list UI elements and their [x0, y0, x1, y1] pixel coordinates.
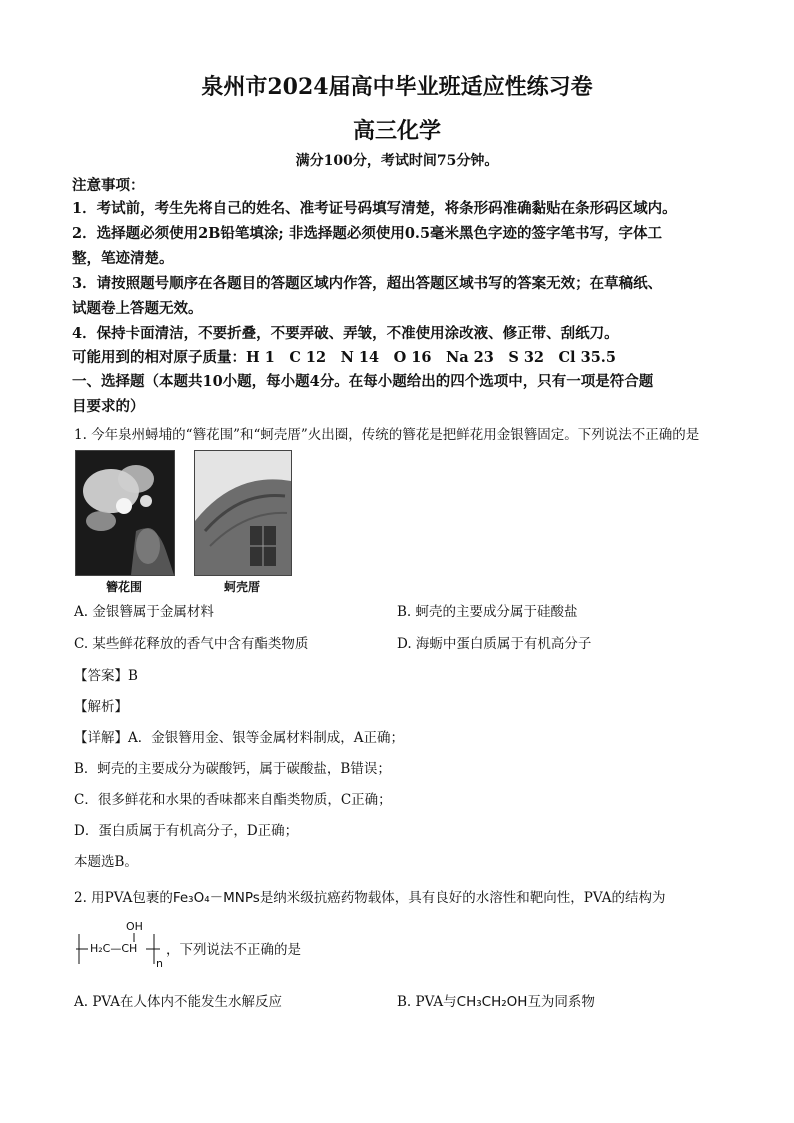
q1-option-d: D. 海蛎中蛋白质属于有机高分子 [397, 636, 592, 652]
q1-answer: 【答案】B [74, 668, 138, 684]
q2-option-b-formula: CH₃CH₂OH [456, 994, 528, 1010]
photo-zanhuawei [75, 450, 175, 576]
note-line-1: 1．考试前，考生先将自己的姓名、准考证号码填写清楚，将条形码准确黏贴在条形码区域内。 [72, 200, 677, 217]
note-line-2: 2．选择题必须使用2B铅笔填涂; 非选择题必须使用0.5毫米黑色字迹的签字笔书写，字体工 [72, 225, 663, 242]
q1-detail-d: D．蛋白质属于有机高分子，D正确； [74, 823, 299, 839]
q1-option-c: C. 某些鲜花释放的香气中含有酯类物质 [74, 636, 309, 652]
q1-detail-c: C．很多鲜花和水果的香味都来自酯类物质，C正确； [74, 792, 392, 808]
q2-stem [74, 886, 665, 906]
q2-option-b-prefix: B. PVA与 [397, 994, 457, 1010]
q2-stem-continued: ，下列说法不正确的是 [166, 942, 301, 958]
photo-keqiaocuo [194, 450, 292, 576]
q1-stem: 1. 今年泉州蟳埔的“簪花围”和“蚵壳厝”火出圈，传统的簪花是把鲜花用金银簪固定。下列说法不正确的是 [74, 427, 700, 443]
q2-option-a: A. PVA在人体内不能发生水解反应 [74, 994, 282, 1010]
q1-conclusion: 本题选B。 [74, 854, 138, 870]
section-heading-line2: 目要求的） [72, 398, 145, 415]
q2-option-b [397, 990, 595, 1010]
section-heading-line1: 一、选择题（本题共10小题，每小题4分。在每小题给出的四个选项中，只有一项是符合题 [72, 373, 654, 390]
q1-analysis: 【解析】 [74, 699, 128, 715]
exam-title: 泉州市2024届高中毕业班适应性练习卷 [201, 74, 593, 100]
q2-stem-suffix: 是纳米级抗癌药物载体，具有良好的水溶性和靶向性，PVA的结构为 [259, 890, 666, 906]
atomic-masses: 可能用到的相对原子质量：H 1 C 12 N 14 O 16 Na 23 S 32 Cl 35.5 [72, 349, 616, 366]
q1-detail-b: B．蚵壳的主要成分为碳酸钙，属于碳酸盐，B错误； [74, 761, 391, 777]
photo-keqiaocuo-image [195, 451, 291, 575]
q1-detail-a: 【详解】A．金银簪用金、银等金属材料制成，A正确； [74, 730, 404, 746]
q1-option-a: A. 金银簪属于金属材料 [74, 604, 214, 620]
photo-zanhuawei-image [76, 451, 174, 575]
q2-stem-prefix: 2. 用PVA包裹的 [74, 890, 173, 906]
caption-zanhuawei: 簪花围 [105, 580, 142, 594]
note-line-3b: 试题卷上答题无效。 [72, 300, 203, 317]
note-line-3: 3．请按照题号顺序在各题目的答题区域内作答，超出答题区域书写的答案无效；在草稿纸、 [72, 275, 663, 292]
q2-option-b-suffix: 互为同系物 [527, 994, 595, 1010]
q2-formula: Fe₃O₄－MNPs [172, 890, 260, 906]
pva-subscript-n: n [156, 957, 163, 970]
note-line-4: 4．保持卡面清洁，不要折叠，不要弄破、弄皱，不准使用涂改液、修正带、刮纸刀。 [72, 325, 619, 342]
q1-option-b: B. 蚵壳的主要成分属于硅酸盐 [397, 604, 578, 620]
note-line-2b: 整，笔迹清楚。 [72, 250, 174, 267]
subject-title: 高三化学 [352, 118, 441, 144]
pva-chain: H₂C—CH [90, 942, 138, 955]
pva-oh-group: OH [126, 920, 143, 933]
pva-structure [74, 920, 164, 970]
score-info: 满分100分，考试时间75分钟。 [295, 153, 499, 169]
caption-keqiaocuo: 蚵壳厝 [223, 580, 260, 594]
notes-heading: 注意事项： [72, 177, 145, 194]
